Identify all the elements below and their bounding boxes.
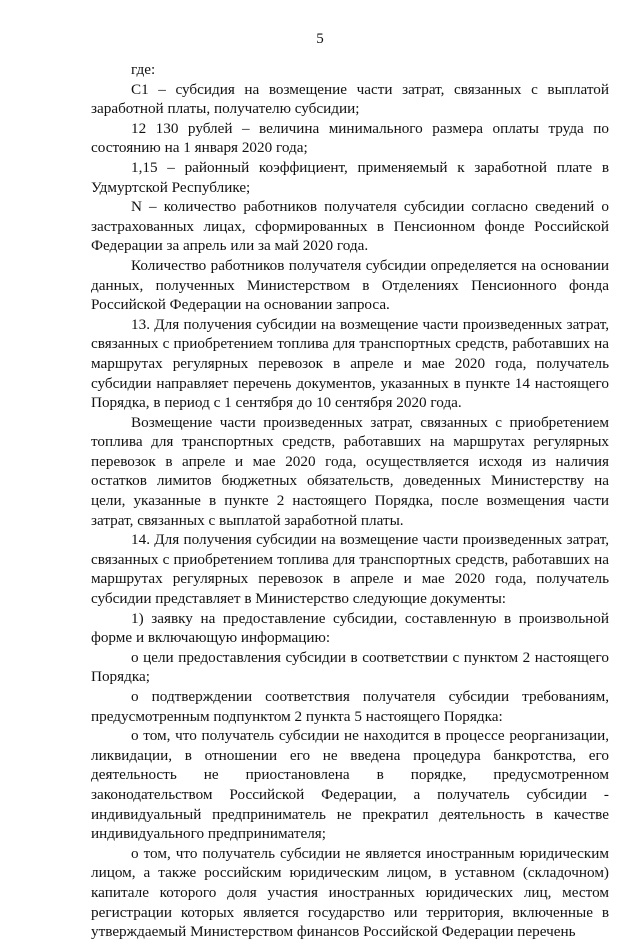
document-body bbox=[91, 60, 609, 942]
paragraph-employee-count: Количество работников получателя субсидии определяется на основании данных, полученных Министерством в Отделениях Пенсионного фонда Российской Федерации на основании запроса. bbox=[91, 256, 609, 314]
paragraph-where: где: bbox=[131, 61, 156, 78]
paragraph-n-definition: N – количество работников получателя субсидии согласно сведений о застрахованных лицах, сформированных в Пенсионном фонде Российской Федерации за апрель или за май 2020 года. bbox=[91, 198, 609, 255]
paragraph-subitem-1: 1) заявку на предоставление субсидии, составленную в произвольной форме и включающую информацию: bbox=[91, 609, 609, 647]
paragraph-fuel-reimbursement: Возмещение части произведенных затрат, связанных с приобретением топлива для транспортных средств, работавших на маршрутах регулярных перевозок в апреле и мае 2020 года, осуществляется исходя из наличия остатков лимитов бюджетных обязательств, доведенных Министерству на цели, указанные в пункте 2 настоящего Порядка, после возмещения части затрат, связанных с выплатой заработной платы. bbox=[91, 413, 609, 529]
paragraph-reorganization: о том, что получатель субсидии не находится в процессе реорганизации, ликвидации, в отношении его не введена процедура банкротства, его деятельность не приостановлена в порядке, предусмотренном законодательством Российской Федерации, а получатель субсидии - индивидуальный предприниматель не прекратил деятельность в качестве индивидуального предпринимателя; bbox=[91, 727, 609, 843]
paragraph-compliance: о подтверждении соответствия получателя субсидии требованиям, предусмотренным подпунктом 2 пункта 5 настоящего Порядка: bbox=[91, 688, 609, 725]
paragraph-c1-definition: С1 – субсидия на возмещение части затрат, связанных с выплатой заработной платы, получателю субсидии; bbox=[91, 80, 609, 118]
page-number: 5 bbox=[316, 31, 324, 47]
paragraph-mrot-definition: 12 130 рублей – величина минимального размера оплаты труда по состоянию на 1 января 2020 года; bbox=[91, 119, 609, 157]
paragraph-purpose: о цели предоставления субсидии в соответствии с пунктом 2 настоящего Порядка; bbox=[91, 648, 609, 686]
paragraph-item-14: 14. Для получения субсидии на возмещение части произведенных затрат, связанных с приобретением топлива для транспортных средств, работавших на маршрутах регулярных перевозок в апреле и мае 2020 года, получатель субсидии представляет в Министерство следующие документы: bbox=[91, 531, 609, 608]
paragraph-item-13: 13. Для получения субсидии на возмещение части произведенных затрат, связанных с приобретением топлива для транспортных средств, работавших на маршрутах регулярных перевозок в апреле и мае 2020 года, получатель субсидии направляет перечень документов, указанных в пункте 14 настоящего Порядка, в период с 1 сентября до 10 сентября 2020 года. bbox=[91, 315, 609, 412]
paragraph-foreign-entity: о том, что получатель субсидии не является иностранным юридическим лицом, а также российским юридическим лицом, в уставном (складочном) капитале которого доля участия иностранных юридических лиц, местом регистрации которых является государство или территория, включенные в утверждаемый Министерством финансов Российской Федерации перечень bbox=[91, 844, 609, 941]
paragraph-regional-coefficient: 1,15 – районный коэффициент, применяемый к заработной плате в Удмуртской Республике; bbox=[91, 158, 609, 196]
